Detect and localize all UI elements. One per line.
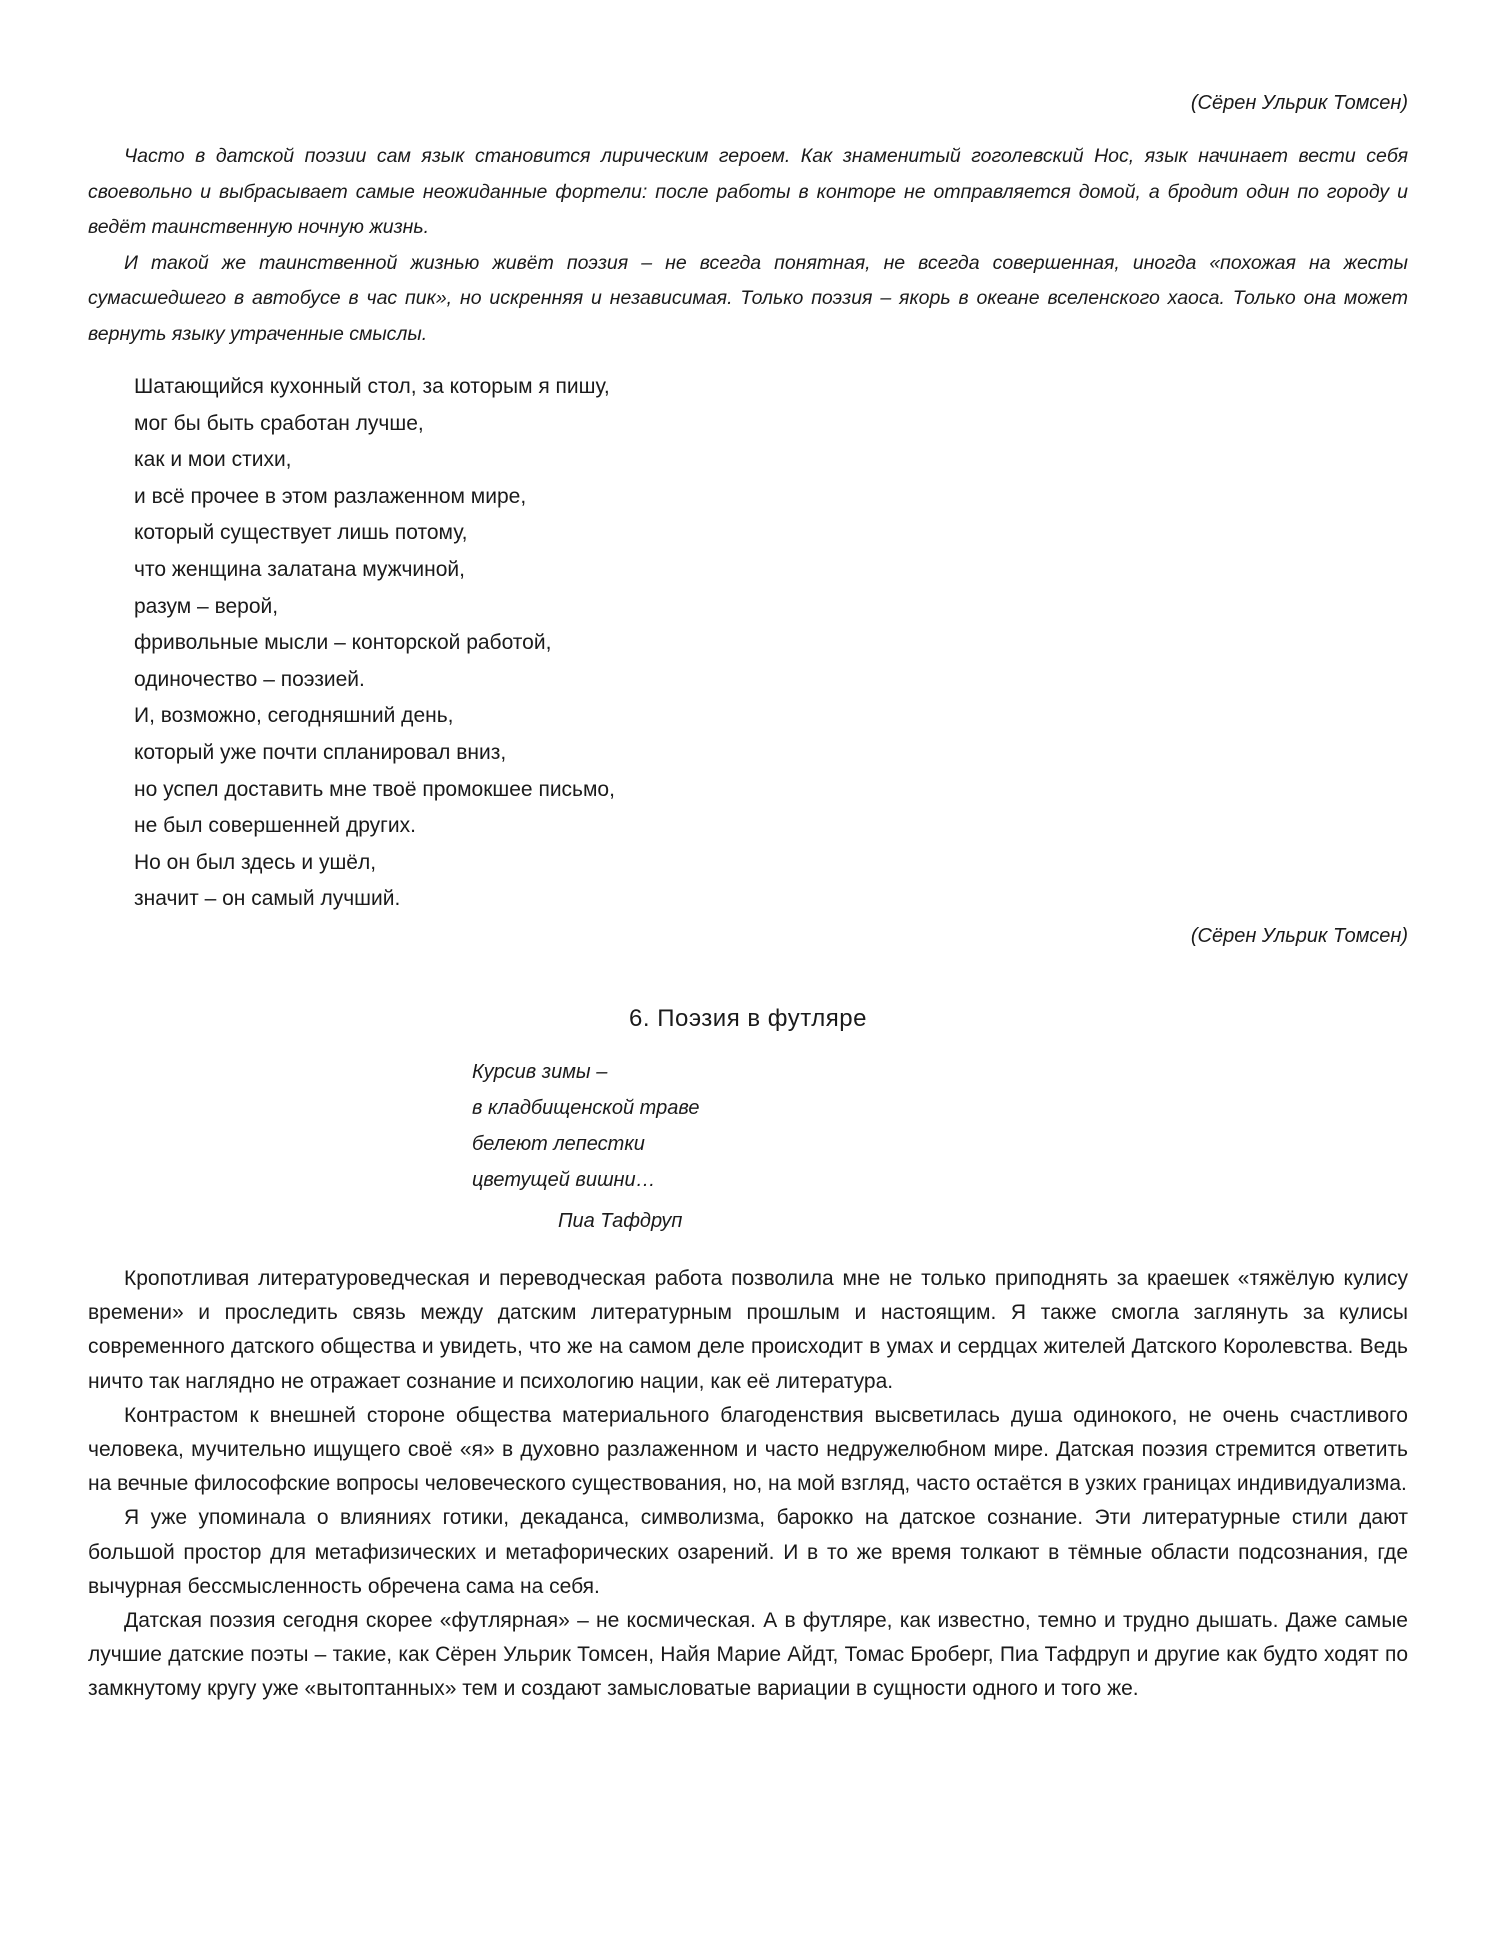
haiku-line: белеют лепестки <box>472 1133 645 1155</box>
poem-line: что женщина залатана мужчиной, <box>134 557 465 581</box>
poem-attribution: (Сёрен Ульрик Томсен) <box>1190 925 1408 947</box>
poem-line: разум – верой, <box>134 594 279 618</box>
poem-line: значит – он самый лучший. <box>134 887 401 911</box>
poem-line: мог бы быть сработан лучше, <box>134 411 424 435</box>
body-paragraph: Кропотливая литературоведческая и переводческая работа позволила мне не только приподнять за краешек «тяжёлую кулису времени» и проследить связь между датским литературным прошлым и настоящим. Я также смогла заглянуть за кулисы современного датского общества и увидеть, что же на самом деле происходит в умах и сердцах жителей Датского Королевства. Ведь ничто так наглядно не отражает сознание и психологию нации, как её литература. <box>88 1267 1408 1393</box>
poem-line: И, возможно, сегодняшний день, <box>134 704 454 728</box>
haiku-author: Пиа Тафдруп <box>558 1210 683 1232</box>
intro-paragraph: И такой же таинственной жизнью живёт поэзия – не всегда понятная, не всегда совершенная, иногда «похожая на жесты сумасшедшего в автобусе в час пик», но искренняя и независимая. Только поэзия – якорь в океане вселенского хаоса. Только она может вернуть языку утраченные смыслы. <box>88 251 1408 345</box>
intro-section <box>88 139 1408 352</box>
poem-line: Шатающийся кухонный стол, за которым я пишу, <box>134 375 610 398</box>
body-paragraph: Датская поэзия сегодня скорее «футлярная» – не космическая. А в футляре, как известно, темно и трудно дышать. Даже самые лучшие датские поэты – такие, как Сёрен Ульрик Томсен, Найя Марие Айдт, Томас Броберг, Пиа Тафдруп и другие как будто ходят по замкнутому кругу уже «вытоптанных» тем и создают замысловатые вариации в сущности одного и того же. <box>88 1609 1408 1701</box>
poem-line: и всё прочее в этом разлаженном мире, <box>134 484 527 508</box>
poem-line: фривольные мысли – конторской работой, <box>134 631 552 655</box>
haiku-line: в кладбищенской траве <box>472 1097 700 1119</box>
section-title: 6. Поэзия в футляре <box>629 1005 867 1032</box>
attribution-top: (Сёрен Ульрик Томсен) <box>1190 92 1408 114</box>
intro-paragraph: Часто в датской поэзии сам язык становится лирическим героем. Как знаменитый гоголевский Нос, язык начинает вести себя своевольно и выбрасывает самые неожиданные фортели: после работы в конторе не отправляется домой, а бродит один по городу и ведёт таинственную ночную жизнь. <box>88 145 1408 238</box>
poem-line: Но он был здесь и ушёл, <box>134 850 377 874</box>
poem-line: как и мои стихи, <box>134 448 292 472</box>
body-paragraph: Контрастом к внешней стороне общества материального благоденствия высветилась душа одинокого, не очень счастливого человека, мучительно ищущего своё «я» в духовно разлаженном и часто недружелюбном мире. Датская поэзия стремится ответить на вечные философские вопросы человеческого существования, но, на мой взгляд, часто остаётся в узких границах индивидуализма. <box>88 1403 1408 1496</box>
poem-line: одиночество – поэзией. <box>134 667 365 691</box>
body-section <box>88 1262 1408 1707</box>
poem <box>134 369 615 918</box>
poem-line: который уже почти спланировал вниз, <box>134 740 507 764</box>
haiku-line: цветущей вишни… <box>472 1169 656 1191</box>
poem-line: но успел доставить мне твоё промокшее письмо, <box>134 777 615 801</box>
poem-line: который существует лишь потому, <box>134 521 468 545</box>
body-paragraph: Я уже упоминала о влияниях готики, декаданса, символизма, барокко на датское сознание. Эти литературные стили дают большой простор для метафизических и метафорических озарений. И в то же время толкают в тёмные области подсознания, где вычурная бессмысленность обречена сама на себя. <box>88 1506 1408 1598</box>
haiku-epigraph <box>472 1054 699 1198</box>
haiku-line: Курсив зимы – <box>472 1061 608 1083</box>
poem-line: не был совершенней других. <box>134 814 416 838</box>
